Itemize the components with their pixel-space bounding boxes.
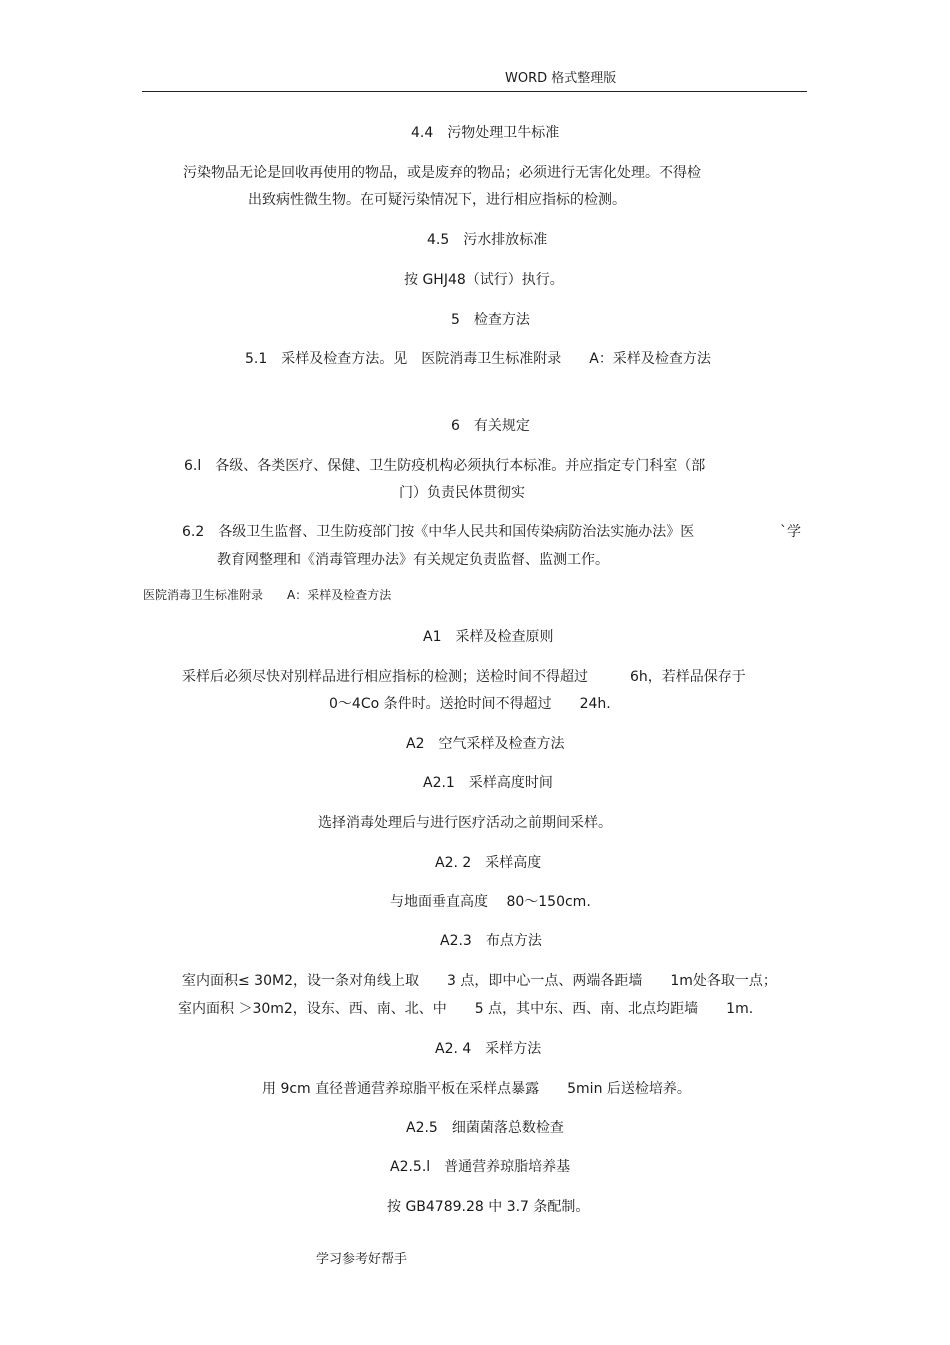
paragraph-line: 室内面积≤ 30M2，设一条对角线上取 3 点，即中心一点、两端各距墙 1m处各取一点； — [182, 973, 777, 989]
paragraph-line: 用 9cm 直径普通营养琼脂平板在采样点暴露 5min 后送检培养。 — [262, 1081, 691, 1097]
paragraph-line: 0～4Co 条件时。送抢时间不得超过 24h. — [329, 696, 611, 712]
section-heading-a2-3: A2.3 布点方法 — [440, 933, 542, 949]
section-heading-4-5: 4.5 污水排放标准 — [427, 232, 548, 248]
header-title: WORD 格式整理版 — [505, 71, 617, 86]
paragraph-line: 6.l 各级、各类医疗、保健、卫生防疫机构必须执行本标准。并应指定专门科室（部 — [184, 458, 706, 474]
section-heading-a2-2: A2. 2 采样高度 — [435, 855, 542, 871]
section-heading-a2-5-1: A2.5.l 普通营养琼脂培养基 — [390, 1159, 571, 1175]
section-heading-a2-4: A2. 4 采样方法 — [435, 1041, 542, 1057]
section-heading-a2-1: A2.1 采样高度时间 — [423, 775, 553, 791]
paragraph-line: 按 GHJ48（试行）执行。 — [404, 272, 564, 288]
paragraph-line: 与地面垂直高度 80～150cm. — [390, 894, 591, 910]
paragraph-line: 出致病性微生物。在可疑污染情况下，进行相应指标的检测。 — [248, 192, 626, 208]
paragraph-line: 采样后必须尽快对别样品进行相应指标的检测；送检时间不得超过 6h，若样品保存于 — [182, 669, 746, 685]
section-heading-5: 5 检查方法 — [451, 312, 530, 328]
paragraph-line: 6.2 各级卫生监督、卫生防疫部门按《中华人民共和国传染病防治法实施办法》医 — [182, 524, 695, 540]
paragraph-line: 门）负责民体贯彻实 — [399, 485, 525, 501]
paragraph-line-tail: `学 — [780, 524, 801, 540]
section-heading-4-4: 4.4 污物处理卫牛标准 — [411, 125, 560, 141]
paragraph-line: 教育网整理和《消毒管理办法》有关规定负责监督、监测工作。 — [217, 552, 609, 568]
paragraph-line: 按 GB4789.28 中 3.7 条配制。 — [387, 1199, 590, 1215]
section-heading-a1: A1 采样及检查原则 — [423, 629, 554, 645]
section-heading-a2: A2 空气采样及检查方法 — [406, 736, 565, 752]
header-divider — [142, 91, 807, 92]
page-footer: 学习参考好帮手 — [316, 1252, 408, 1267]
paragraph-line: 室内面积 ＞30m2，设东、西、南、北、中 5 点，其中东、西、南、北点均距墙 1m. — [178, 1001, 754, 1017]
section-heading-a2-5: A2.5 细菌菌落总数检查 — [406, 1120, 564, 1136]
appendix-title: 医院消毒卫生标准附录 A：采样及检查方法 — [143, 588, 392, 602]
paragraph-line: 5.1 采样及检查方法。见 医院消毒卫生标准附录 A：采样及检查方法 — [245, 351, 711, 367]
section-heading-6: 6 有关规定 — [451, 418, 530, 434]
paragraph-line: 选择消毒处理后与进行医疗活动之前期间采样。 — [318, 815, 612, 831]
paragraph-line: 污染物品无论是回收再使用的物品，或是废弃的物品；必须进行无害化处理。不得检 — [183, 165, 701, 181]
